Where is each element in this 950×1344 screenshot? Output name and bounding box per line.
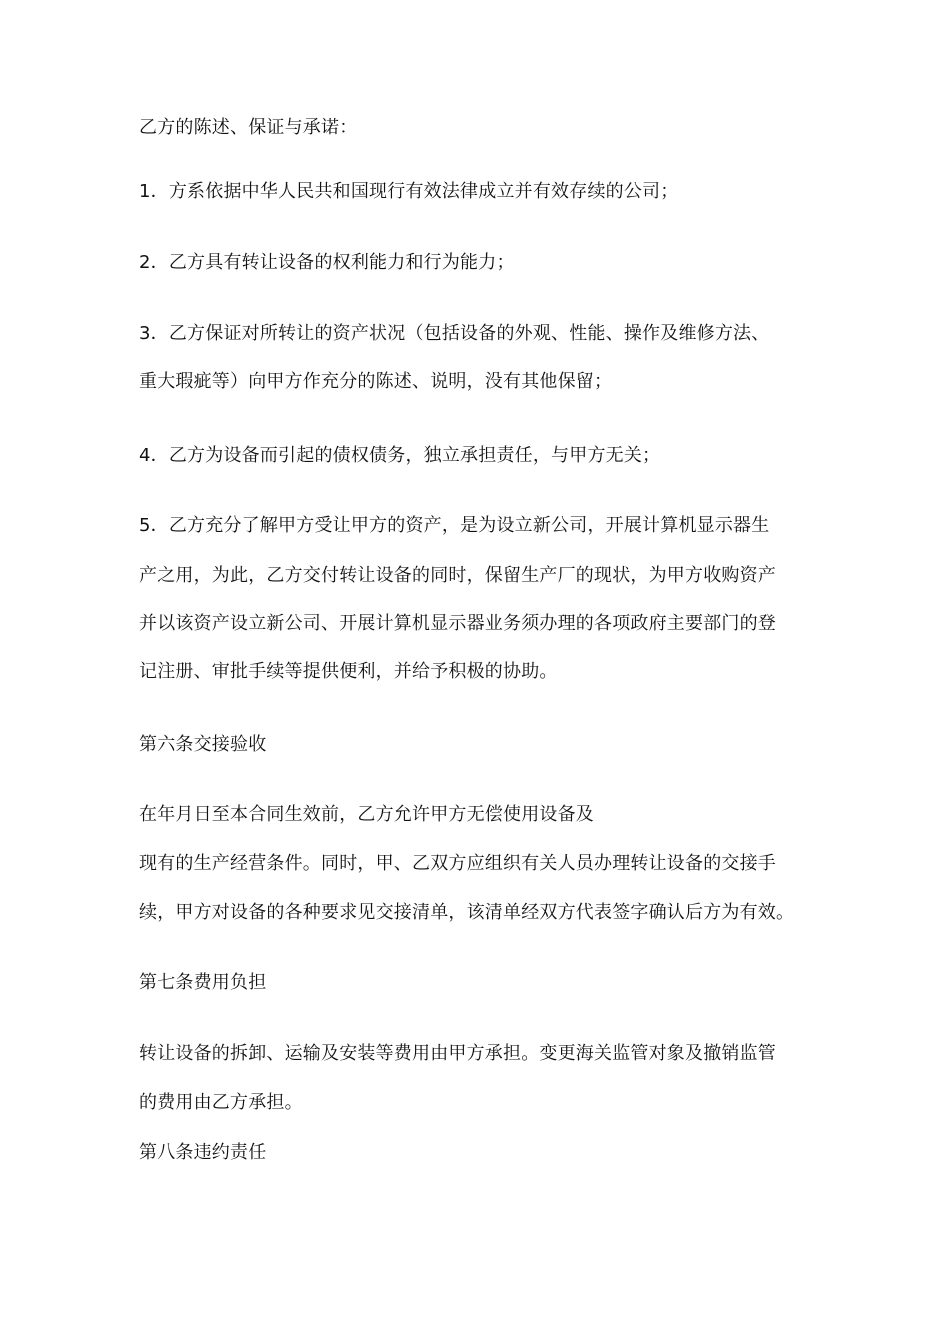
clause-item-1: 1．方系依据中华人民共和国现行有效法律成立并有效存续的公司；	[139, 181, 679, 202]
article-6-paragraph-line-1: 在年月日至本合同生效前，乙方允许甲方无偿使用设备及	[139, 804, 594, 825]
clause-item-3-line-2: 重大瑕疵等）向甲方作充分的陈述、说明，没有其他保留；	[139, 371, 613, 392]
article-7-paragraph-line-1: 转让设备的拆卸、运输及安装等费用由甲方承担。变更海关监管对象及撤销监管	[139, 1043, 776, 1064]
clause-item-5-line-3: 并以该资产设立新公司、开展计算机显示器业务须办理的各项政府主要部门的登	[139, 613, 776, 634]
clause-item-5-line-2: 产之用，为此，乙方交付转让设备的同时，保留生产厂的现状，为甲方收购资产	[139, 565, 776, 586]
clause-item-2: 2．乙方具有转让设备的权利能力和行为能力；	[139, 252, 515, 273]
article-8-heading: 第八条违约责任	[139, 1142, 267, 1163]
clause-item-5-line-1: 5．乙方充分了解甲方受让甲方的资产，是为设立新公司，开展计算机显示器生	[139, 515, 770, 536]
article-6-heading: 第六条交接验收	[139, 734, 267, 755]
article-7-heading: 第七条费用负担	[139, 972, 267, 993]
article-6-paragraph-line-3: 续，甲方对设备的各种要求见交接清单，该清单经双方代表签字确认后方为有效。	[139, 902, 795, 923]
clause-item-5-line-4: 记注册、审批手续等提供便利，并给予积极的协助。	[139, 661, 558, 682]
clause-item-3-line-1: 3．乙方保证对所转让的资产状况（包括设备的外观、性能、操作及维修方法、	[139, 323, 770, 344]
article-6-paragraph-line-2: 现有的生产经营条件。同时，甲、乙双方应组织有关人员办理转让设备的交接手	[139, 853, 776, 874]
section-intro-heading: 乙方的陈述、保证与承诺：	[139, 117, 358, 138]
clause-item-4: 4．乙方为设备而引起的债权债务，独立承担责任，与甲方无关；	[139, 445, 661, 466]
article-7-paragraph-line-2: 的费用由乙方承担。	[139, 1092, 303, 1113]
